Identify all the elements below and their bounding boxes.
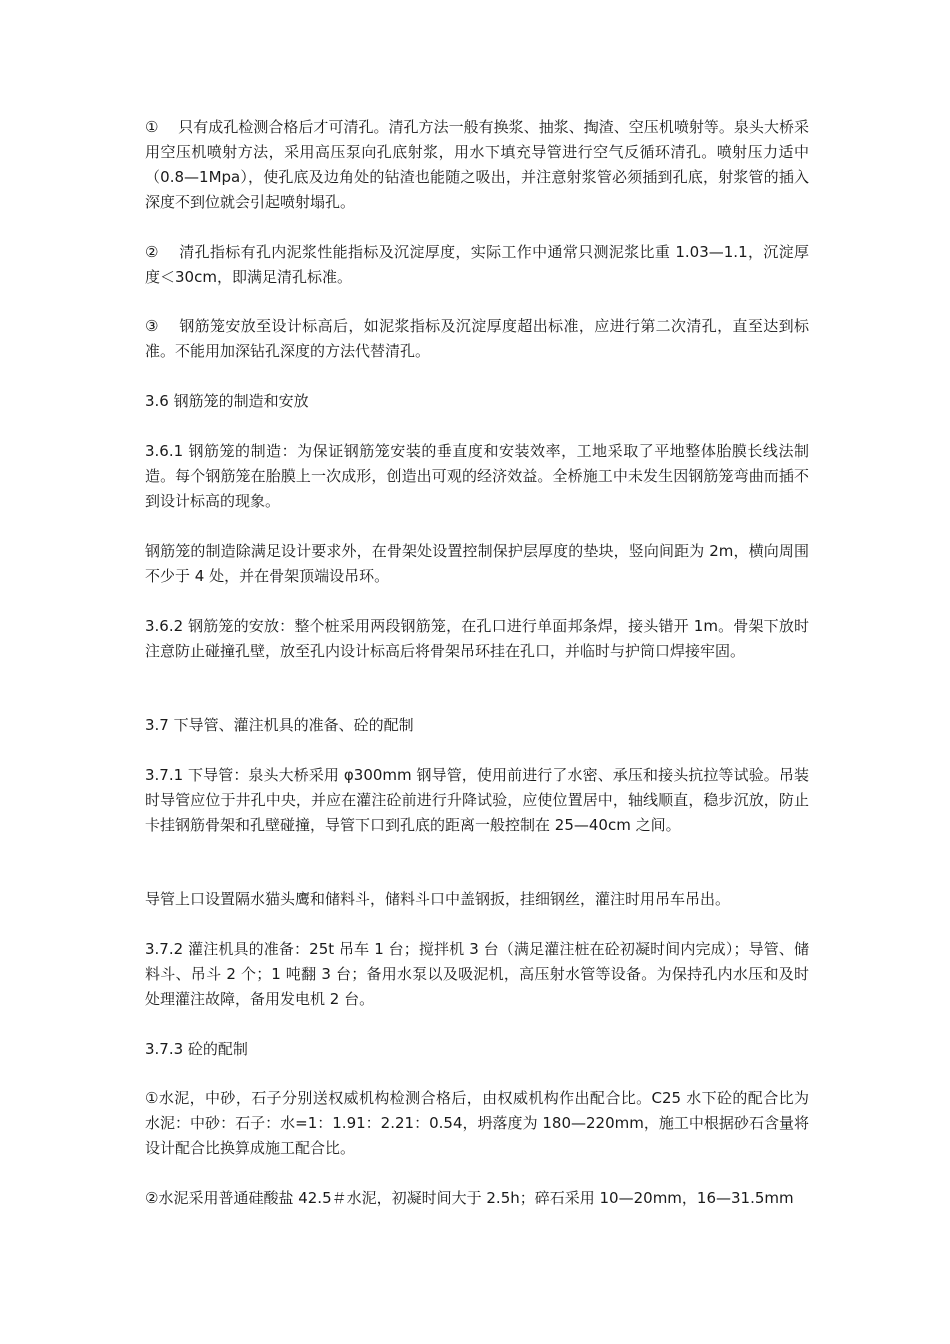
paragraph-3-7-2: 3.7.2 灌注机具的准备：25t 吊车 1 台；搅拌机 3 台（满足灌注桩在砼初凝时间内完成）；导管、储料斗、吊斗 2 个；1 吨翻 3 台；备用水泵以及吸泥机，高压射水管等设备。为保持孔内水压和及时处理灌注故障，备用发电机 2 台。 <box>145 940 809 1008</box>
paragraph-3-7-1: 3.7.1 下导管：泉头大桥采用 φ300mm 钢导管，使用前进行了水密、承压和接头抗拉等试验。吊装时导管应位于井孔中央，并应在灌注砼前进行升降试验，应使位置居中，轴线顺直，稳步沉放，防止卡挂钢筋骨架和孔壁碰撞，导管下口到孔底的距离一般控制在 25—40cm 之间。 <box>145 766 809 834</box>
paragraph-clear-hole-method: ① 只有成孔检测合格后才可清孔。清孔方法一般有换浆、抽浆、掏渣、空压机喷射等。泉头大桥采用空压机喷射方法，采用高压泵向孔底射浆，用水下填充导管进行空气反循环清孔。喷射压力适中（0.8—1Mpa），使孔底及边角处的钻渣也能随之吸出，并注意射浆管必须插到孔底，射浆管的插入深度不到位就会引起喷射塌孔。 <box>145 118 809 211</box>
heading-3-7-3: 3.7.3 砼的配制 <box>145 1040 248 1058</box>
paragraph-cement-type: ②水泥采用普通硅酸盐 42.5＃水泥，初凝时间大于 2.5h；碎石采用 10—20mm，16—31.5mm <box>145 1189 794 1207</box>
paragraph-3-6-2: 3.6.2 钢筋笼的安放：整个桩采用两段钢筋笼，在孔口进行单面邦条焊，接头错开 1m。骨架下放时注意防止碰撞孔壁，放至孔内设计标高后将骨架吊环挂在孔口，并临时与护筒口焊接牢固。 <box>145 617 809 660</box>
paragraph-second-clearing: ③ 钢筋笼安放至设计标高后，如泥浆指标及沉淀厚度超出标准，应进行第二次清孔，直至达到标准。不能用加深钻孔深度的方法代替清孔。 <box>145 317 809 360</box>
paragraph-3-6-1: 3.6.1 钢筋笼的制造：为保证钢筋笼安装的垂直度和安装效率，工地采取了平地整体胎膜长线法制造。每个钢筋笼在胎膜上一次成形，创造出可观的经济效益。全桥施工中未发生因钢筋笼弯曲而插不到设计标高的现象。 <box>145 442 809 510</box>
heading-3-6: 3.6 钢筋笼的制造和安放 <box>145 392 309 410</box>
paragraph-cage-requirements: 钢筋笼的制造除满足设计要求外，在骨架处设置控制保护层厚度的垫块，竖向间距为 2m，横向周围不少于 4 处，并在骨架顶端设吊环。 <box>145 542 809 585</box>
paragraph-hopper: 导管上口设置隔水猫头鹰和储料斗，储料斗口中盖钢扳，挂细钢丝，灌注时用吊车吊出。 <box>145 890 731 908</box>
paragraph-mix-ratio: ①水泥，中砂，石子分别送权威机构检测合格后，由权威机构作出配合比。C25 水下砼的配合比为 水泥：中砂：石子：水=1：1.91：2.21：0.54，坍落度为 180—220mm，施工中根据砂石含量将设计配合比换算成施工配合比。 <box>145 1089 825 1157</box>
paragraph-clear-hole-indicators: ② 清孔指标有孔内泥浆性能指标及沉淀厚度，实际工作中通常只测泥浆比重 1.03—1.1，沉淀厚度＜30cm，即满足清孔标准。 <box>145 243 809 286</box>
heading-3-7: 3.7 下导管、灌注机具的准备、砼的配制 <box>145 716 414 734</box>
